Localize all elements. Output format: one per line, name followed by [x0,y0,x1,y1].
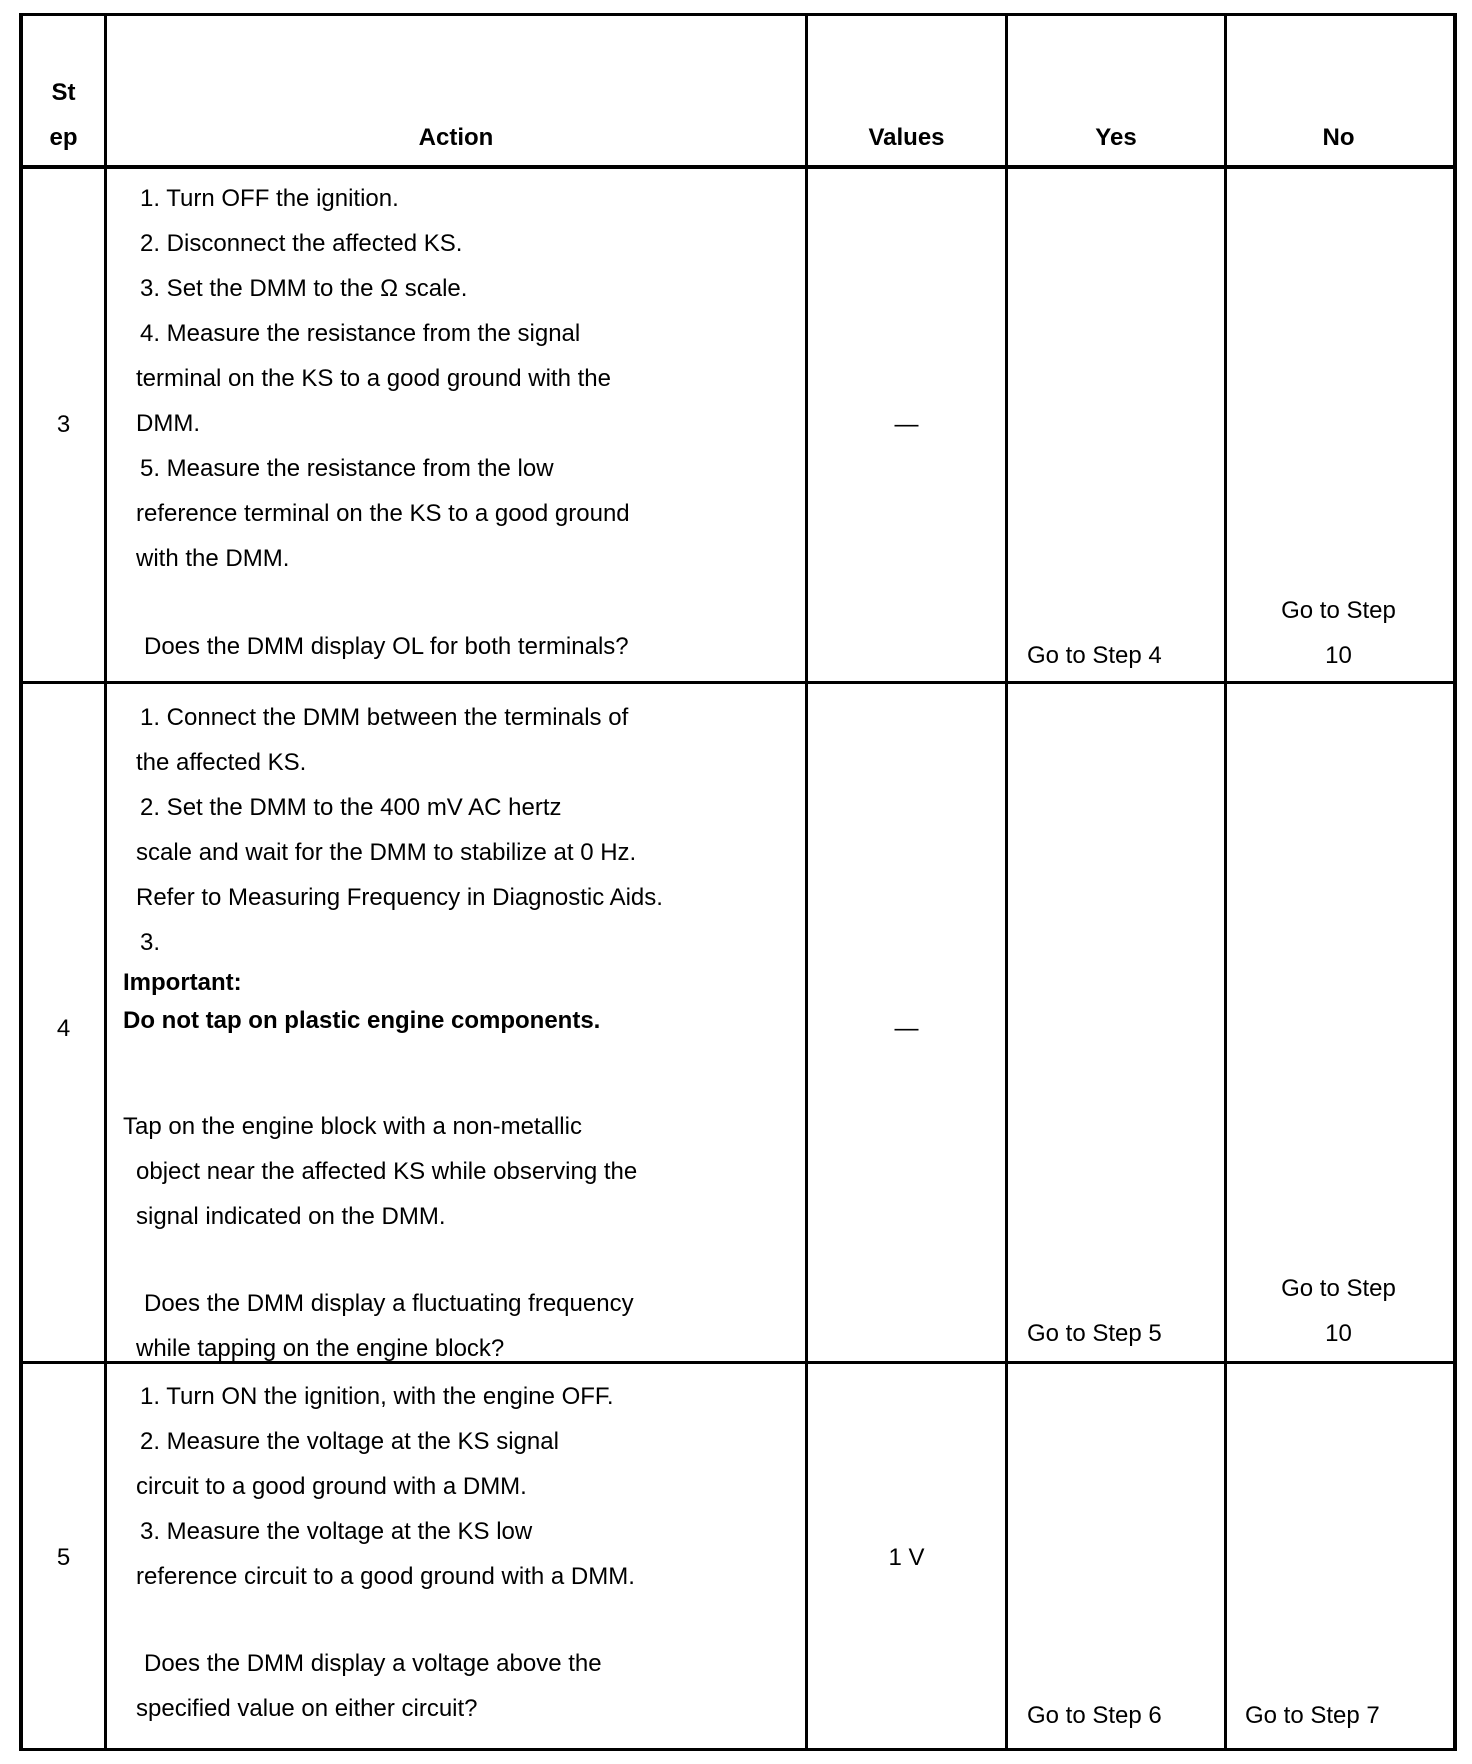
header-values: Values [868,124,945,151]
yes-cell: Go to Step 6 [1027,1702,1162,1729]
action-line: object near the affected KS while observing the [136,1158,638,1185]
step-number: 3 [56,411,71,438]
no-cell: Go to Step 7 [1245,1702,1380,1729]
header-no: No [1322,124,1355,151]
step-number: 4 [56,1015,71,1042]
action-line: 3. Measure the voltage at the KS low [140,1518,533,1545]
action-line: reference terminal on the KS to a good ground [136,500,630,527]
row-divider [23,681,1453,684]
action-line: reference circuit to a good ground with a DMM. [136,1563,635,1590]
action-line: 1. Turn ON the ignition, with the engine OFF. [140,1383,614,1410]
header-step [23,70,104,160]
question-line: Does the DMM display OL for both terminals? [144,633,629,660]
header-divider [23,165,1453,169]
question-line: specified value on either circuit? [136,1695,478,1722]
action-line: DMM. [136,410,200,437]
action-line: 1. Connect the DMM between the terminals of [140,704,629,731]
action-line: 3. Set the DMM to the Ω scale. [140,275,468,302]
value-cell: 1 V [888,1544,925,1571]
header-step-line2: ep [49,124,78,151]
action-line: 4. Measure the resistance from the signal [140,320,581,347]
action-line: 3. [140,929,161,956]
tap-instruction [123,1104,637,1371]
action-line: the affected KS. [136,749,307,776]
action-line: terminal on the KS to a good ground with the [136,365,611,392]
important-note [123,964,600,1040]
action-line: signal indicated on the DMM. [136,1203,446,1230]
no-line: Go to Step [1281,1275,1396,1302]
no-line: 10 [1325,1320,1352,1347]
important-text: Do not tap on plastic engine components. [123,1007,601,1034]
value-cell: — [894,411,919,438]
col-divider [805,16,808,1748]
important-label: Important: [123,969,242,996]
action-line: 2. Disconnect the affected KS. [140,230,463,257]
question-line: Does the DMM display a voltage above the [144,1650,602,1677]
header-action: Action [418,124,494,151]
action-line: 1. Turn OFF the ignition. [140,185,399,212]
action-cell [136,176,630,669]
action-line: scale and wait for the DMM to stabilize at 0 Hz. [136,839,637,866]
no-line: 10 [1325,642,1352,669]
question-line: while tapping on the engine block? [136,1335,505,1362]
no-line: Go to Step [1281,597,1396,624]
action-line: circuit to a good ground with a DMM. [136,1473,527,1500]
action-line: 2. Set the DMM to the 400 mV AC hertz [140,794,562,821]
header-yes: Yes [1095,124,1137,151]
yes-cell: Go to Step 4 [1027,642,1162,669]
action-line: Tap on the engine block with a non-metallic [123,1113,582,1140]
diagnostic-table [19,13,1457,1751]
action-cell [136,695,663,965]
value-cell: — [894,1015,919,1042]
action-cell [136,1374,635,1731]
question-line: Does the DMM display a fluctuating frequency [144,1290,634,1317]
action-line: with the DMM. [136,545,290,572]
action-line: 5. Measure the resistance from the low [140,455,554,482]
col-divider [104,16,107,1748]
action-line: 2. Measure the voltage at the KS signal [140,1428,559,1455]
no-cell [1227,588,1450,678]
no-cell [1227,1266,1450,1356]
yes-cell: Go to Step 5 [1027,1320,1162,1347]
col-divider [1005,16,1008,1748]
action-line: Refer to Measuring Frequency in Diagnostic Aids. [136,884,663,911]
step-number: 5 [56,1544,71,1571]
col-divider [1224,16,1227,1748]
header-step-line1: St [51,79,76,106]
